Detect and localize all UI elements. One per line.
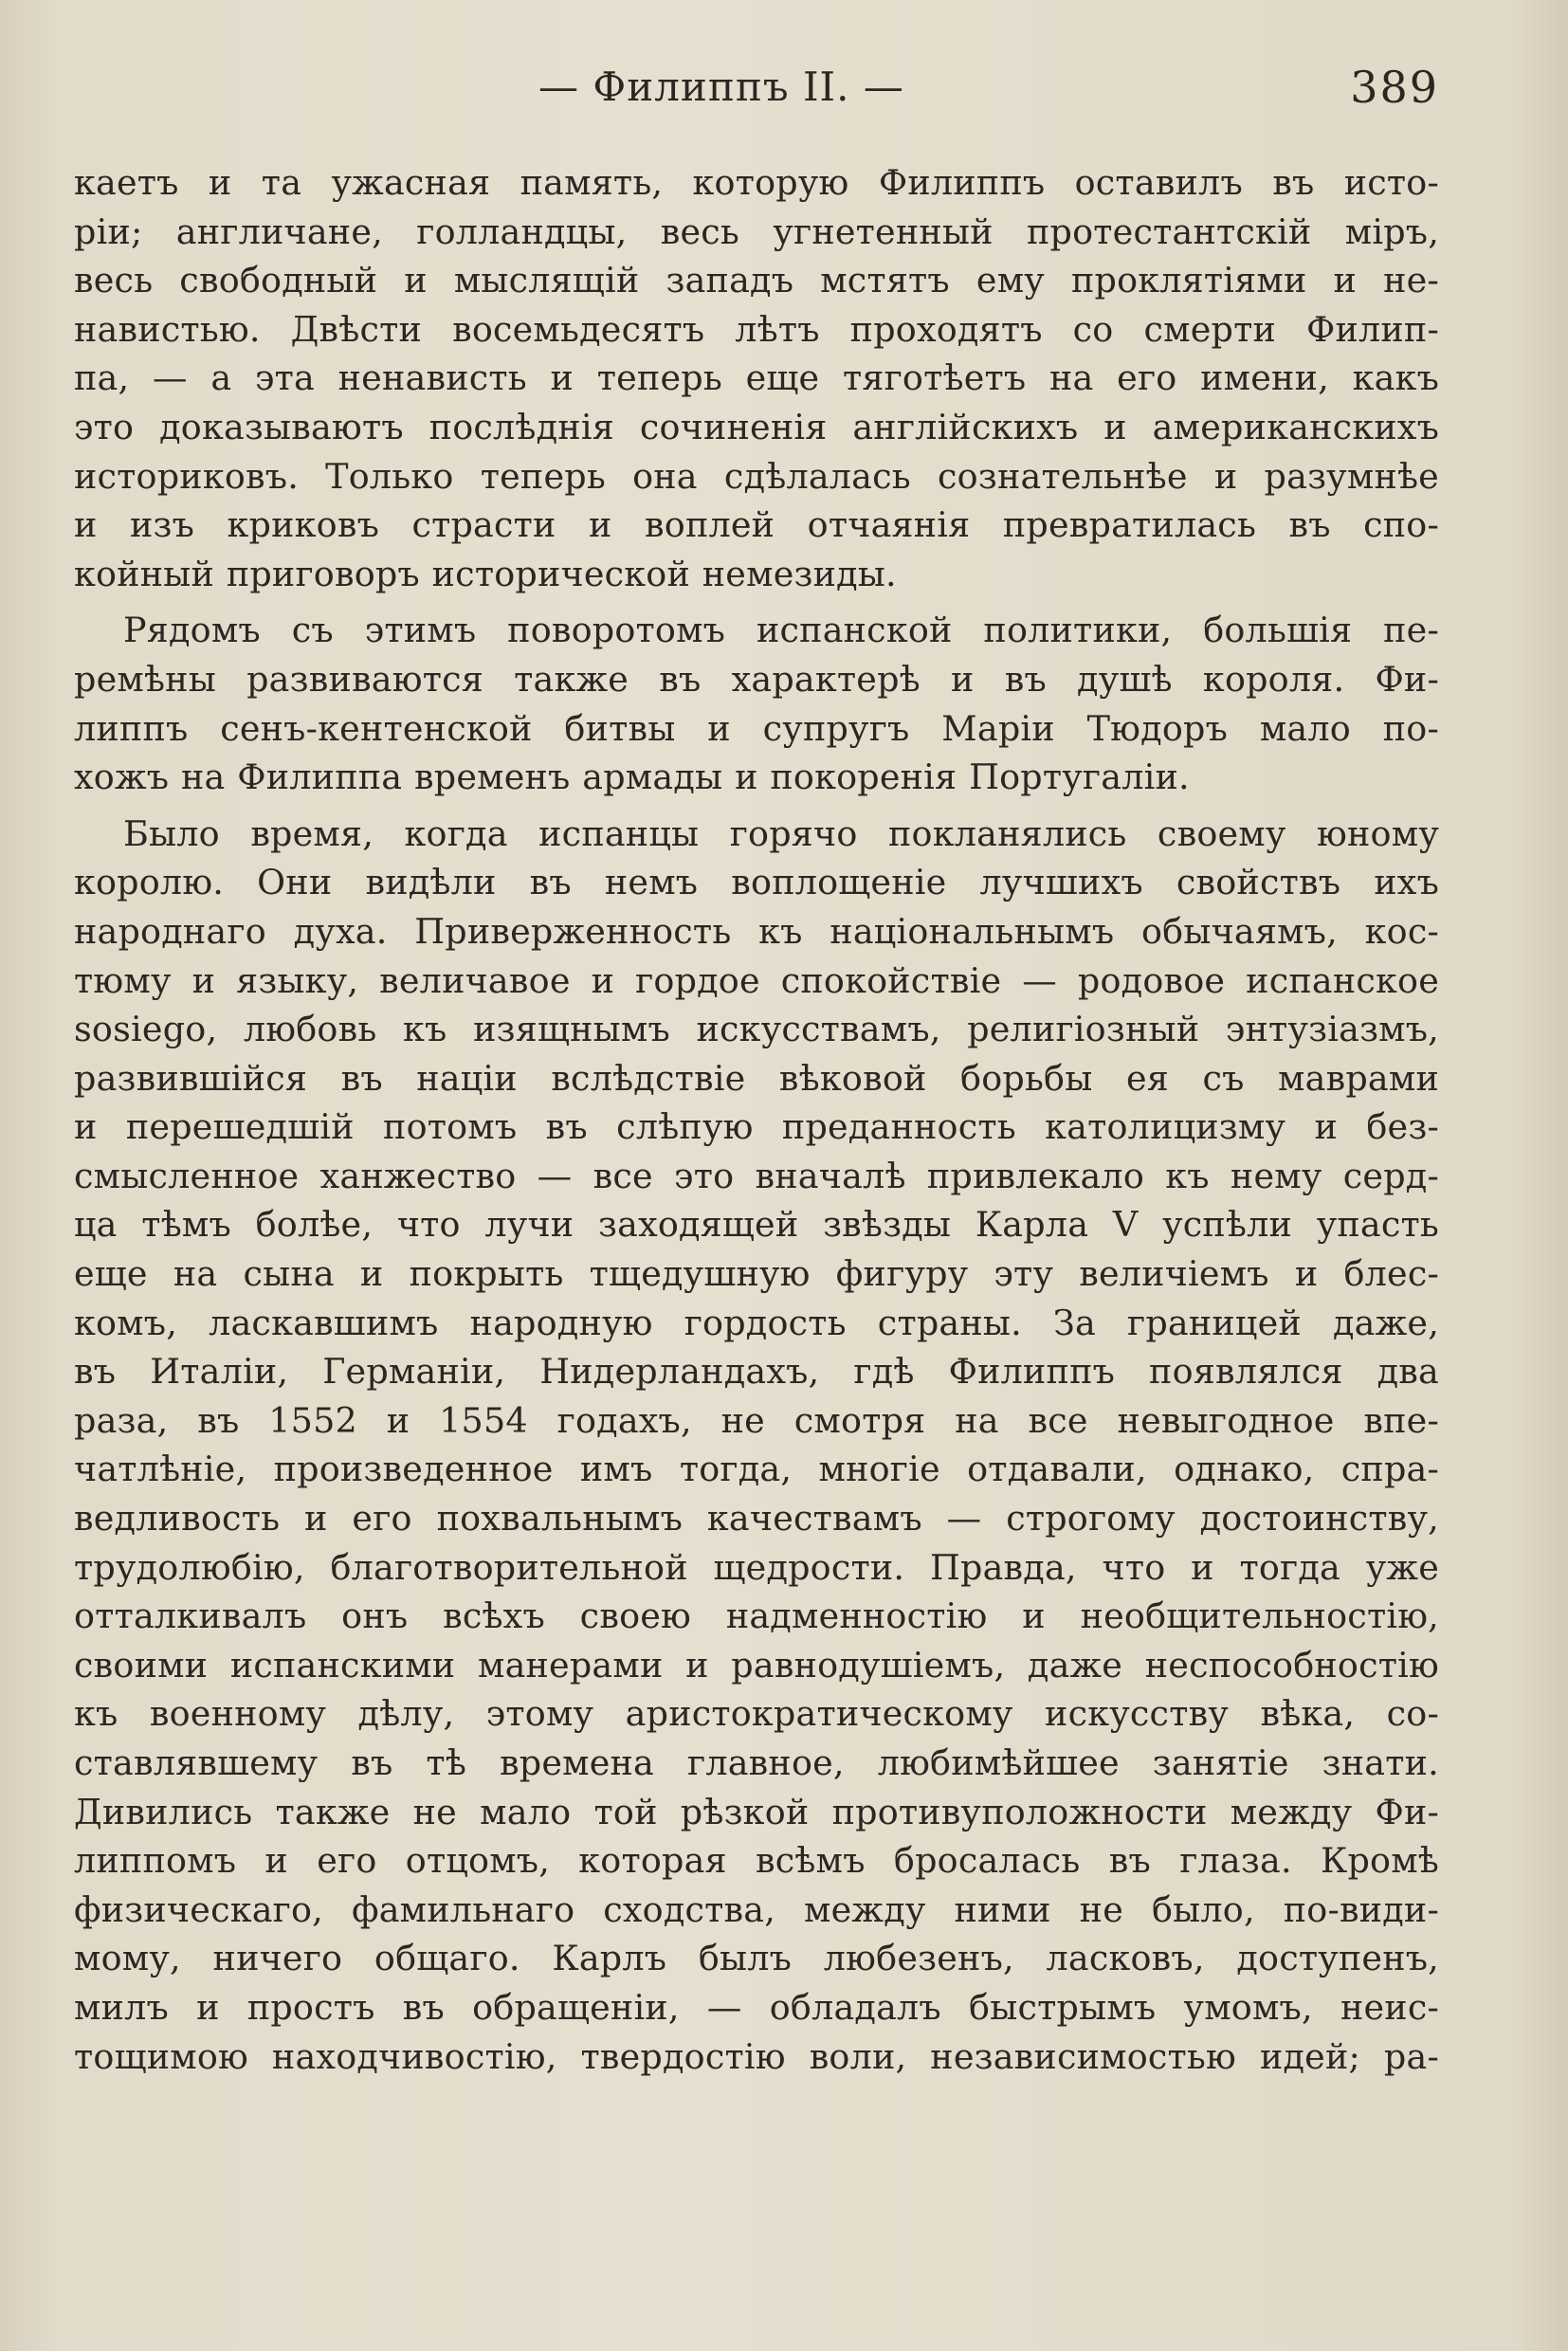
text-line: тюму и языку, величавое и гордое спокойствіе — родовое испанское <box>74 959 1439 1001</box>
text-line: Рядомъ съ этимъ поворотомъ испанской политики, большія пе- <box>123 610 1439 651</box>
text-line: ставлявшему въ тѣ времена главное, любимѣйшее занятіе знати. <box>74 1742 1439 1783</box>
text-line: историковъ. Только теперь она сдѣлалась сознательнѣе и разумнѣе <box>74 455 1439 497</box>
text-line: раза, въ 1552 и 1554 годахъ, не смотря на все невыгодное впе- <box>74 1399 1439 1441</box>
text-line: и изъ криковъ страсти и воплей отчаянія превратилась въ спо- <box>74 504 1439 546</box>
text-line: чатлѣніе, произведенное имъ тогда, многіе отдавали, однако, спра- <box>74 1449 1439 1490</box>
text-line: смысленное ханжество — все это вначалѣ привлекало къ нему серд- <box>74 1155 1439 1196</box>
text-line: sosiego, любовь къ изящнымъ искусствамъ, религіозный энтузіазмъ, <box>74 1009 1439 1050</box>
text-line: липпомъ и его отцомъ, которая всѣмъ бросалась въ глаза. Кромѣ <box>74 1840 1439 1882</box>
text-line: мому, ничего общаго. Карлъ былъ любезенъ, ласковъ, доступенъ, <box>74 1938 1439 1979</box>
page-number: 389 <box>1350 62 1439 113</box>
text-line: ца тѣмъ болѣе, что лучи заходящей звѣзды Карла V успѣли упасть <box>74 1204 1439 1246</box>
text-line: трудолюбію, благотворительной щедрости. Правда, что и тогда уже <box>74 1546 1439 1588</box>
text-line: физическаго, фамильнаго сходства, между ними не было, по-види- <box>74 1888 1439 1930</box>
text-line: койный приговоръ исторической немезиды. <box>74 553 897 594</box>
page-header <box>74 59 1439 116</box>
text-line: па, — а эта ненависть и теперь еще тяготѣетъ на его имени, какъ <box>74 357 1439 399</box>
text-line: весь свободный и мыслящій западъ мстятъ ему проклятіями и не- <box>74 260 1439 301</box>
running-title: — Филиппъ II. — <box>538 64 904 110</box>
text-line: въ Италіи, Германіи, Нидерландахъ, гдѣ Филиппъ появлялся два <box>74 1351 1439 1393</box>
text-line: отталкивалъ онъ всѣхъ своею надменностію и необщительностію, <box>74 1595 1439 1637</box>
text-line: ремѣны развиваются также въ характерѣ и въ душѣ короля. Фи- <box>74 658 1439 700</box>
text-line: и перешедшій потомъ въ слѣпую преданность католицизму и без- <box>74 1106 1439 1148</box>
text-line: каетъ и та ужасная память, которую Филиппъ оставилъ въ исто- <box>74 162 1439 203</box>
text-line: комъ, ласкавшимъ народную гордость страны. За границей даже, <box>74 1302 1439 1343</box>
text-line: своими испанскими манерами и равнодушіемъ, даже неспособностію <box>74 1644 1439 1686</box>
text-line: милъ и простъ въ обращеніи, — обладалъ быстрымъ умомъ, неис- <box>74 1986 1439 2028</box>
text-line: развившійся въ націи вслѣдствіе вѣковой борьбы ея съ маврами <box>74 1057 1439 1099</box>
text-line: ріи; англичане, голландцы, весь угнетенный протестантскій міръ, <box>74 210 1439 252</box>
text-line: къ военному дѣлу, этому аристократическому искусству вѣка, со- <box>74 1693 1439 1735</box>
text-line: тощимою находчивостію, твердостію воли, независимостью идей; ра- <box>74 2035 1439 2077</box>
text-line: хожъ на Филиппа временъ армады и покоренія Португаліи. <box>74 756 1190 798</box>
text-line: это доказываютъ послѣднія сочиненія англійскихъ и американскихъ <box>74 406 1439 447</box>
text-line: липпъ сенъ-кентенской битвы и супругъ Маріи Тюдоръ мало по- <box>74 707 1439 749</box>
text-line: Дивились также не мало той рѣзкой противуположности между Фи- <box>74 1791 1439 1832</box>
text-line: королю. Они видѣли въ немъ воплощеніе лучшихъ свойствъ ихъ <box>74 862 1439 903</box>
text-line: еще на сына и покрыть тщедушную фигуру эту величіемъ и блес- <box>74 1253 1439 1295</box>
text-line: ведливость и его похвальнымъ качествамъ — строгому достоинству, <box>74 1498 1439 1540</box>
text-line: Было время, когда испанцы горячо покланялись своему юному <box>123 812 1439 854</box>
text-line: навистью. Двѣсти восемьдесятъ лѣтъ проходятъ со смерти Филип- <box>74 308 1439 350</box>
text-line: народнаго духа. Приверженность къ національнымъ обычаямъ, кос- <box>74 910 1439 952</box>
body-text <box>74 158 1439 2081</box>
